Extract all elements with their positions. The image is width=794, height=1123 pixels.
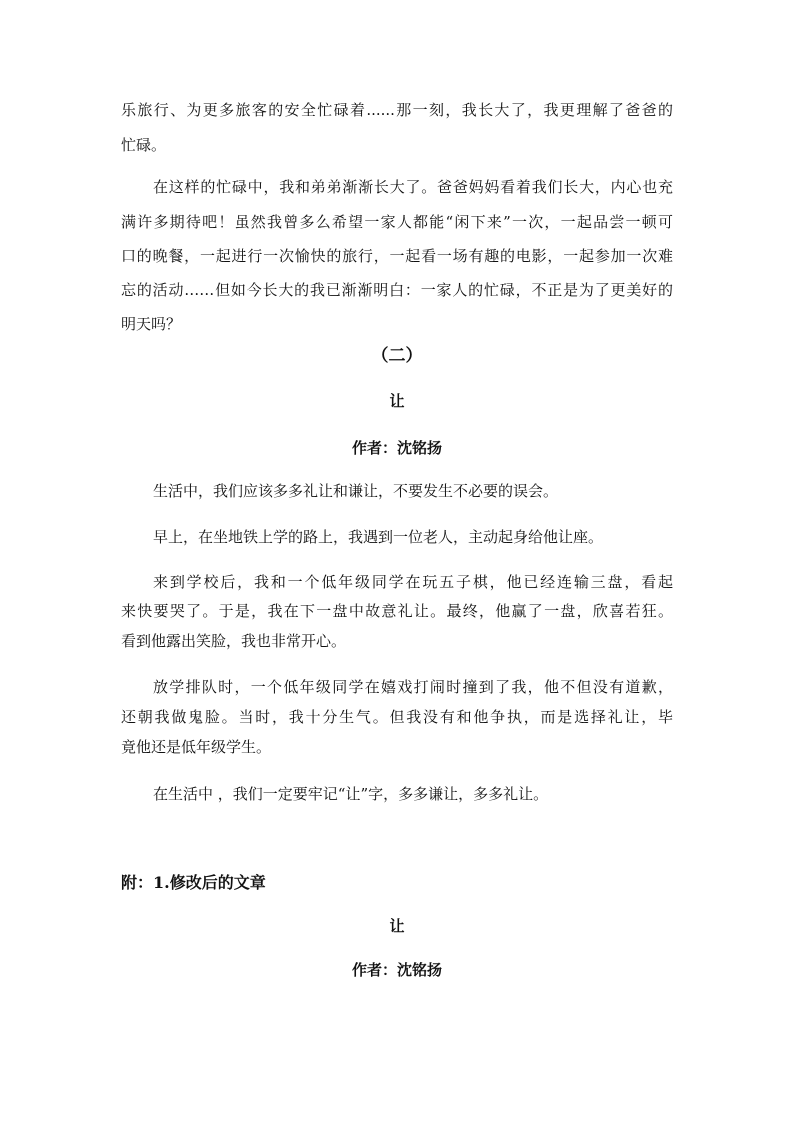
paragraph-line: 早上，在坐地铁上学的路上，我遇到一位老人，主动起身给他让座。	[153, 528, 604, 546]
paragraph-line: 生活中，我们应该多多礼让和谦让，不要发生不必要的误会。	[153, 482, 559, 500]
appendix-author: 作者：沈铭扬	[351, 961, 442, 979]
paragraph-line: 来到学校后，我和一个低年级同学在玩五子棋，他已经连输三盘，看起	[153, 573, 673, 591]
section-marker: （二）	[371, 346, 423, 366]
paragraph-line: 忙碌。	[121, 136, 167, 154]
article-title: 让	[389, 392, 405, 410]
paragraph-line: 满许多期待吧！虽然我曾多么希望一家人都能“闲下来”一次，一起品尝一顿可	[121, 213, 673, 231]
paragraph-line: 放学排队时，一个低年级同学在嬉戏打闹时撞到了我，他不但没有道歉，	[153, 678, 673, 696]
paragraph-line: 看到他露出笑脸，我也非常开心。	[121, 632, 347, 650]
article-author: 作者：沈铭扬	[351, 439, 442, 457]
paragraph-line: 口的晚餐，一起进行一次愉快的旅行，一起看一场有趣的电影，一起参加一次难	[121, 247, 673, 265]
paragraph-line: 乐旅行、为更多旅客的安全忙碌着......那一刻，我长大了，我更理解了爸爸的	[121, 101, 673, 119]
paragraph-line: 竟他还是低年级学生。	[121, 738, 272, 756]
paragraph-line: 明天吗？	[121, 315, 182, 333]
appendix-title: 让	[389, 917, 405, 935]
paragraph-line: 忘的活动……但如今长大的我已渐渐明白：一家人的忙碌，不正是为了更美好的	[121, 281, 673, 299]
paragraph-line: 在生活中 ，我们一定要牢记“让”字，多多谦让，多多礼让。	[153, 785, 549, 803]
appendix-heading: 附：1.修改后的文章	[121, 873, 266, 892]
paragraph-line: 还朝我做鬼脸。当时，我十分生气。但我没有和他争执，而是选择礼让，毕	[121, 708, 673, 726]
paragraph-line: 在这样的忙碌中，我和弟弟渐渐长大了。爸爸妈妈看着我们长大，内心也充	[153, 178, 673, 196]
paragraph-line: 来快要哭了。于是，我在下一盘中故意礼让。最终，他赢了一盘，欣喜若狂。	[121, 602, 673, 620]
